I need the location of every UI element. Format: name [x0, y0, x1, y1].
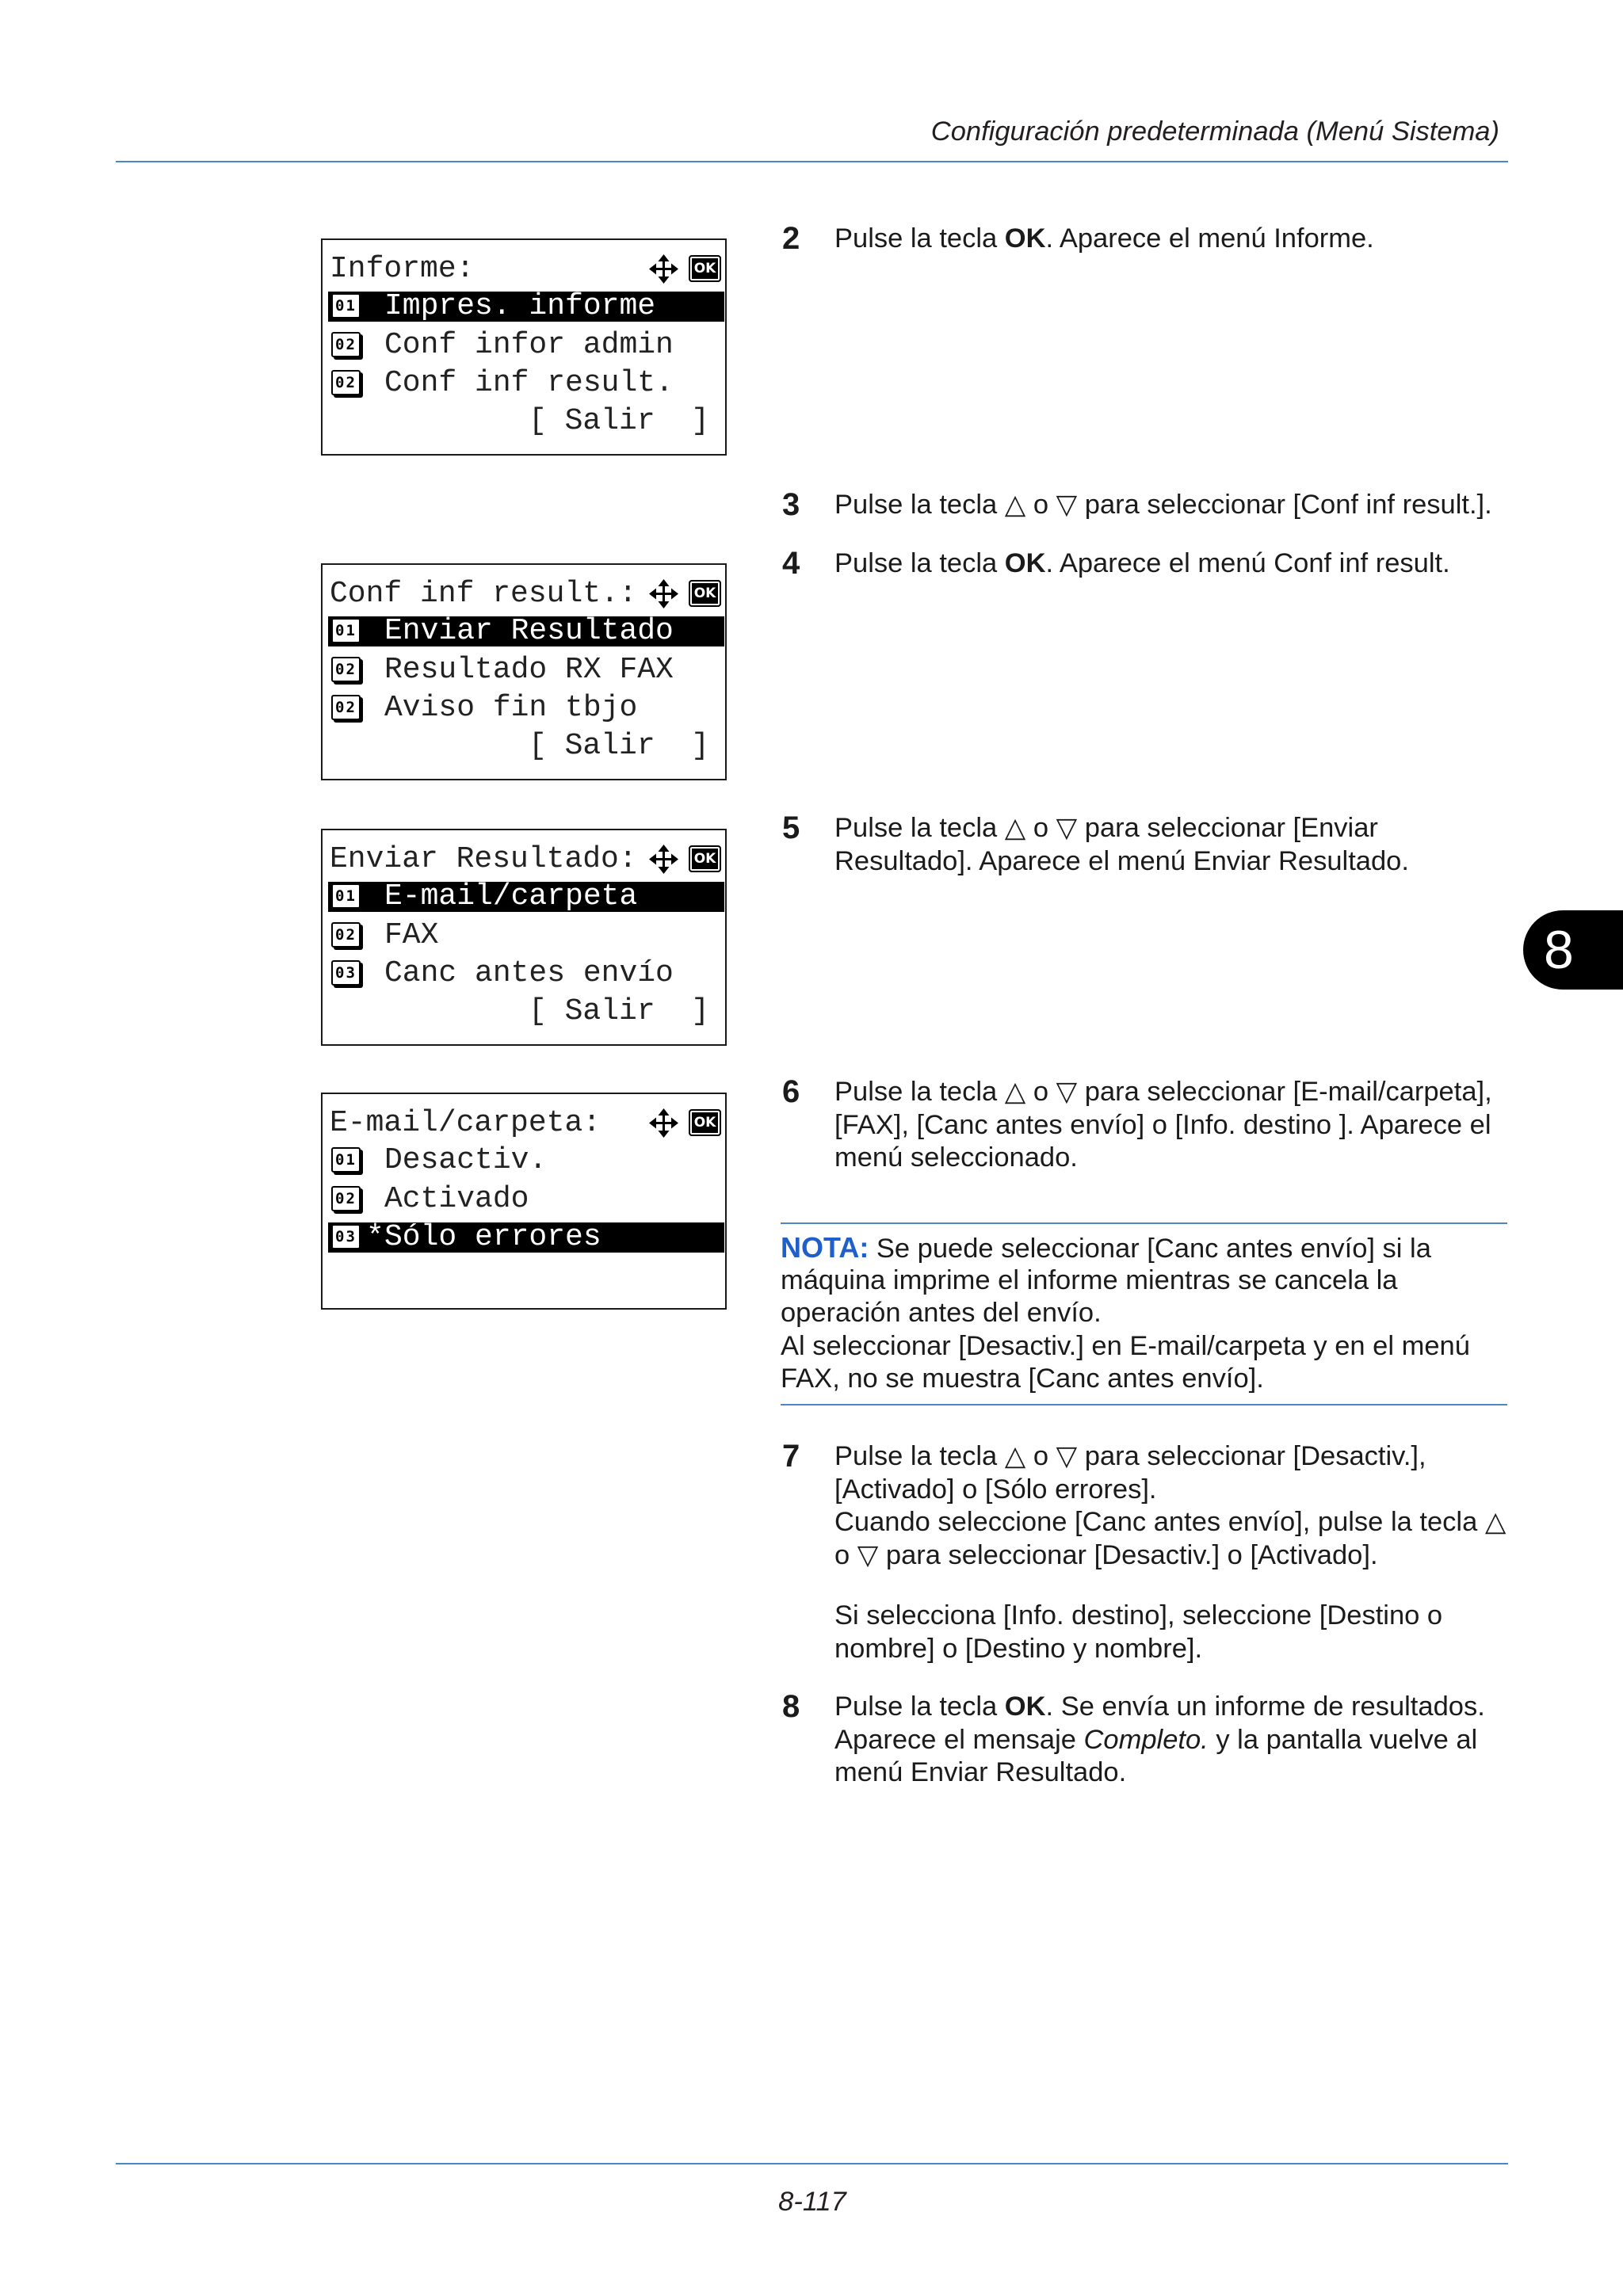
- item-label: FAX: [384, 918, 439, 952]
- step-line: [834, 1142, 1507, 1175]
- item-label: Enviar Resultado: [384, 614, 674, 648]
- step-number: 6: [782, 1074, 800, 1109]
- current-setting-marker: *: [366, 1220, 384, 1254]
- lcd-screen-informe: [321, 238, 727, 456]
- item-number-icon: 02: [331, 695, 361, 720]
- text-run: o ▽ para seleccionar [Desactiv.] o [Activado].: [834, 1539, 1378, 1570]
- step-text: [834, 1691, 1507, 1790]
- step-line: [834, 1691, 1507, 1724]
- item-number-icon: 01: [331, 293, 361, 318]
- lcd-screen-enviar-resultado: [321, 829, 727, 1046]
- lcd-title: Informe:: [330, 252, 475, 286]
- step-text: [834, 1076, 1507, 1175]
- text-run: Pulse la tecla: [834, 223, 1005, 254]
- lcd-menu-item: [328, 918, 724, 952]
- text-run: Pulse la tecla: [834, 548, 1005, 578]
- step-number: 5: [782, 810, 800, 845]
- item-label: Sólo errores: [384, 1220, 601, 1254]
- item-number-icon: 02: [331, 657, 361, 682]
- text-run: Pulse la tecla △ o ▽ para seleccionar [Desactiv.],: [834, 1441, 1426, 1471]
- step-text: [834, 223, 1507, 256]
- step-text: [834, 489, 1507, 522]
- lcd-menu-item: [328, 693, 724, 723]
- lcd-menu-item: [328, 330, 724, 360]
- item-label: Activado: [384, 1182, 529, 1216]
- lcd-menu-item: [328, 655, 724, 685]
- key-name-ok: OK: [1004, 548, 1046, 578]
- step-line: [834, 1756, 1507, 1790]
- step-line: [834, 1076, 1507, 1109]
- note-label: NOTA:: [781, 1231, 869, 1264]
- step-line: [834, 1474, 1507, 1507]
- page-header-title: Configuración predeterminada (Menú Sistema): [930, 116, 1499, 147]
- key-name-ok: OK: [1004, 223, 1046, 254]
- ok-key-icon: OK: [689, 580, 721, 607]
- step-line: [834, 1600, 1507, 1633]
- text-run: Resultado]. Aparece el menú Enviar Resultado.: [834, 845, 1409, 876]
- note-line: Al seleccionar [Desactiv.] en E-mail/carpeta y en el menú: [781, 1330, 1470, 1361]
- note-line: operación antes del envío.: [781, 1298, 1102, 1328]
- text-run: Si selecciona [Info. destino], seleccione [Destino o: [834, 1600, 1443, 1630]
- note-line: FAX, no se muestra [Canc antes envío].: [781, 1363, 1264, 1394]
- step-line: [834, 547, 1507, 581]
- chapter-tab: [1523, 910, 1623, 990]
- text-run: Se puede seleccionar [Canc antes envío] si la: [869, 1234, 1431, 1264]
- item-number-icon: 03: [331, 1224, 361, 1249]
- item-label: Aviso fin tbjo: [384, 691, 638, 725]
- step-7: [782, 1439, 1507, 1664]
- step-text: [834, 547, 1507, 581]
- text-run: menú seleccionado.: [834, 1142, 1078, 1173]
- lcd-title: Conf inf result.:: [330, 577, 637, 611]
- step-5: [782, 810, 1507, 876]
- message-completo: Completo.: [1083, 1724, 1209, 1755]
- step-line: [834, 1539, 1507, 1573]
- step-8: [782, 1689, 1507, 1787]
- text-run: Aparece el mensaje: [834, 1724, 1084, 1755]
- note-line: máquina imprime el informe mientras se cancela la: [781, 1264, 1398, 1295]
- text-run: . Se envía un informe de resultados.: [1045, 1691, 1485, 1722]
- item-number-icon: 03: [331, 960, 361, 986]
- lcd-menu-item: [328, 879, 724, 913]
- step-line: [834, 489, 1507, 522]
- step-line: [834, 1440, 1507, 1474]
- lcd-menu-item: [328, 1222, 724, 1253]
- text-run: nombre] o [Destino y nombre].: [834, 1633, 1203, 1664]
- text-run: Pulse la tecla △ o ▽ para seleccionar [Enviar: [834, 813, 1378, 843]
- step-line: [834, 1506, 1507, 1539]
- item-number-icon: 01: [331, 618, 361, 643]
- text-run: Cuando seleccione [Canc antes envío], pulse la tecla △: [834, 1507, 1507, 1537]
- step-3: [782, 489, 1507, 522]
- item-number-icon: 01: [331, 883, 361, 909]
- item-number-icon: 02: [331, 332, 361, 357]
- text-run: [Activado] o [Sólo errores].: [834, 1474, 1157, 1505]
- step-line: [834, 1109, 1507, 1142]
- softkey-salir: [ Salir ]: [529, 994, 710, 1028]
- lcd-menu-item: [328, 368, 724, 399]
- text-run: . Aparece el menú Informe.: [1045, 223, 1374, 254]
- text-run: y la pantalla vuelve al: [1208, 1724, 1478, 1755]
- four-way-arrows-icon: [649, 1108, 678, 1138]
- note-line: [781, 1231, 1507, 1264]
- four-way-arrows-icon: [649, 845, 678, 874]
- item-label: Impres. informe: [384, 289, 656, 323]
- item-number-icon: 02: [331, 370, 361, 395]
- item-number-icon: 01: [331, 1147, 361, 1173]
- step-line: [834, 845, 1507, 879]
- softkey-salir: [ Salir ]: [529, 404, 710, 438]
- item-number-icon: 02: [331, 1186, 361, 1211]
- footer-rule: [116, 2163, 1508, 2164]
- item-label: Desactiv.: [384, 1143, 548, 1177]
- note-box: [781, 1222, 1507, 1405]
- step-number: 4: [782, 546, 800, 581]
- step-line: [834, 1724, 1507, 1757]
- item-number-icon: 02: [331, 922, 361, 948]
- page-number: 8-117: [778, 2187, 846, 2217]
- lcd-menu-item: [328, 1184, 724, 1215]
- item-label: Conf inf result.: [384, 366, 674, 400]
- step-line: [834, 223, 1507, 256]
- key-name-ok: OK: [1004, 1691, 1046, 1722]
- chapter-tab-label: 8: [1544, 920, 1574, 980]
- lcd-screen-email-carpeta: [321, 1093, 727, 1310]
- step-number: 2: [782, 221, 800, 256]
- four-way-arrows-icon: [649, 579, 678, 608]
- step-4: [782, 547, 1507, 581]
- step-followup-paragraph: [834, 1600, 1507, 1665]
- ok-key-icon: OK: [689, 255, 721, 282]
- step-number: 7: [782, 1439, 800, 1474]
- lcd-screen-conf-inf-result: [321, 563, 727, 780]
- text-run: . Aparece el menú Conf inf result.: [1045, 548, 1450, 578]
- lcd-menu-item: [328, 1143, 724, 1177]
- step-number: 3: [782, 487, 800, 522]
- four-way-arrows-icon: [649, 254, 678, 284]
- ok-key-icon: OK: [689, 1109, 721, 1136]
- lcd-menu-item: [328, 956, 724, 990]
- lcd-title: E-mail/carpeta:: [330, 1106, 601, 1140]
- header-rule: [116, 161, 1508, 162]
- lcd-menu-item: [328, 289, 724, 323]
- item-label: Conf infor admin: [384, 328, 674, 362]
- lcd-menu-item: [328, 616, 724, 646]
- item-label: Canc antes envío: [384, 956, 674, 990]
- text-run: [FAX], [Canc antes envío] o [Info. destino ]. Aparece el: [834, 1109, 1491, 1140]
- step-line: [834, 812, 1507, 845]
- item-label: E-mail/carpeta: [384, 879, 638, 913]
- text-run: menú Enviar Resultado.: [834, 1757, 1127, 1787]
- step-line: [834, 1633, 1507, 1666]
- text-run: Pulse la tecla: [834, 1691, 1005, 1722]
- text-run: Pulse la tecla △ o ▽ para seleccionar [E-mail/carpeta],: [834, 1077, 1492, 1107]
- step-text: [834, 1440, 1507, 1665]
- text-run: Pulse la tecla △ o ▽ para seleccionar [Conf inf result.].: [834, 490, 1492, 520]
- ok-key-icon: OK: [689, 845, 721, 872]
- step-text: [834, 812, 1507, 878]
- softkey-salir: [ Salir ]: [529, 729, 710, 763]
- step-2: [782, 223, 1507, 256]
- item-label: Resultado RX FAX: [384, 653, 674, 687]
- step-6: [782, 1074, 1507, 1173]
- step-number: 8: [782, 1689, 800, 1724]
- lcd-title: Enviar Resultado:: [330, 842, 637, 876]
